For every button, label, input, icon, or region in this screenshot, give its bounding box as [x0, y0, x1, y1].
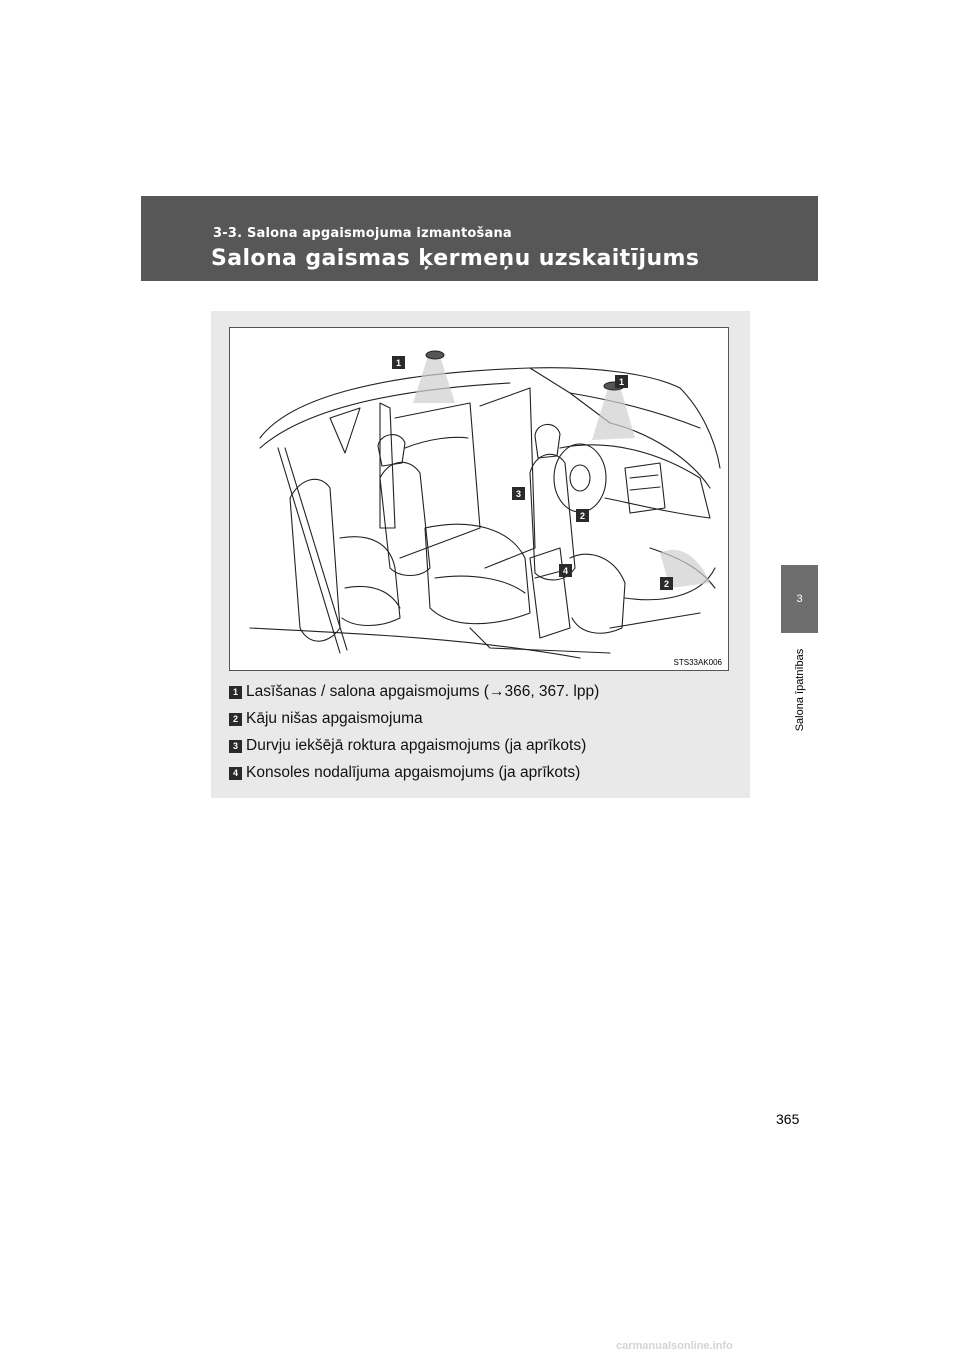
legend-item-3	[229, 735, 586, 757]
legend-number: 1	[229, 686, 242, 699]
car-interior-illustration	[229, 327, 729, 671]
figure-code: STS33AK006	[673, 658, 722, 667]
page-number: 365	[776, 1111, 800, 1127]
chapter-number: 3	[796, 593, 803, 605]
lamp-rear	[426, 351, 444, 359]
legend-number: 2	[229, 713, 242, 726]
car-interior-drawing	[230, 328, 728, 670]
callout-4: 4	[559, 564, 572, 577]
chapter-tab	[781, 565, 818, 633]
light-cone-reading-rear	[413, 356, 455, 403]
callout-1b: 1	[615, 375, 628, 388]
section-label: 3-3. Salona apgaismojuma izmantošana	[213, 226, 512, 241]
legend-item-4	[229, 762, 580, 784]
legend-text: Lasīšanas / salona apgaismojums (→366, 367. lpp)	[246, 683, 600, 700]
legend-item-2	[229, 708, 423, 730]
callout-1a: 1	[392, 356, 405, 369]
callout-2b: 2	[660, 577, 673, 590]
chapter-label: Salona īpatnības	[794, 648, 806, 732]
content-box	[211, 311, 750, 798]
callout-2a: 2	[576, 509, 589, 522]
light-cone-reading-front	[592, 386, 635, 440]
legend-number: 4	[229, 767, 242, 780]
legend-text: Durvju iekšējā roktura apgaismojums (ja aprīkots)	[246, 737, 587, 754]
watermark: carmanualsonline.info	[616, 1340, 733, 1352]
legend-number: 3	[229, 740, 242, 753]
callout-3: 3	[512, 487, 525, 500]
page-title: Salona gaismas ķermeņu uzskaitījums	[211, 246, 700, 271]
legend-text: Konsoles nodalījuma apgaismojums (ja aprīkots)	[246, 764, 581, 781]
legend-item-1	[229, 681, 599, 703]
legend-text: Kāju nišas apgaismojuma	[246, 710, 423, 727]
section-header	[141, 196, 818, 281]
